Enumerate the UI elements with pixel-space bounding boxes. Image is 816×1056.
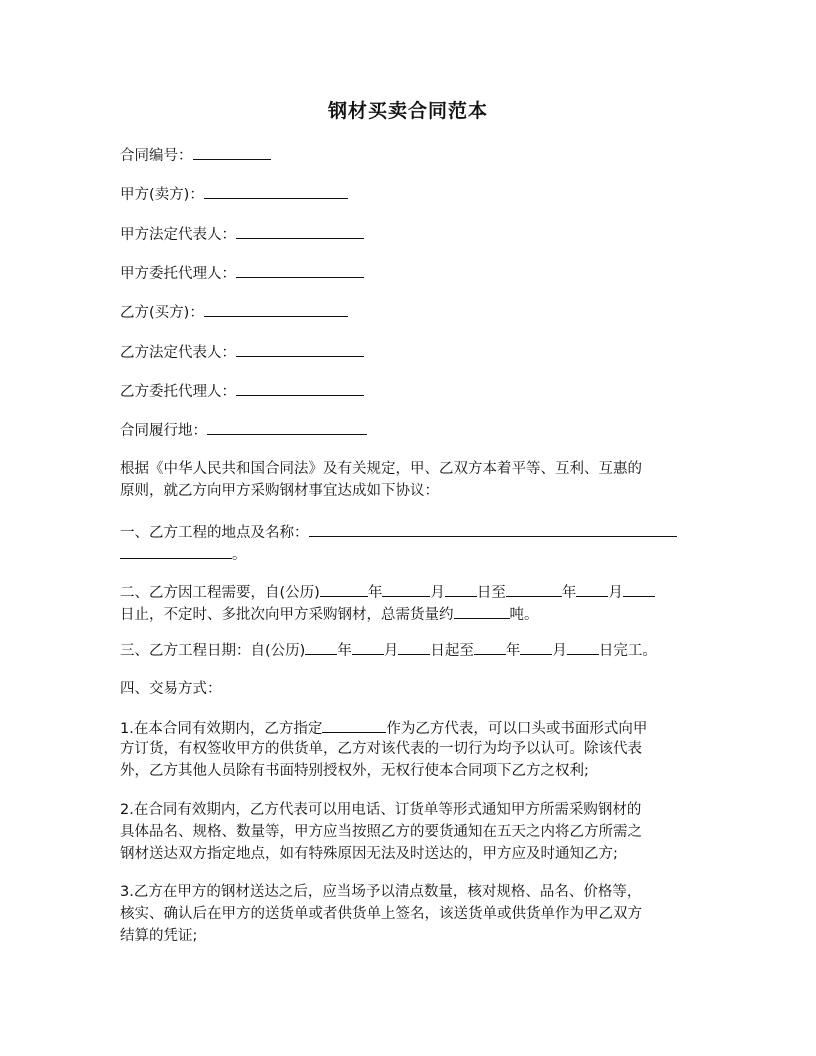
text-line: 核实、确认后在甲方的送货单或者供货单上签名，该送货单或供货单作为甲乙双方 bbox=[120, 906, 642, 922]
fill-blank bbox=[204, 300, 348, 317]
field-label: 甲方委托代理人： bbox=[120, 266, 236, 282]
field-label: 合同编号： bbox=[120, 148, 193, 164]
field-label: 甲方(卖方)： bbox=[120, 187, 204, 203]
fill-blank bbox=[445, 580, 477, 597]
day-from-label: 日起至 bbox=[430, 643, 474, 659]
fill-blank bbox=[236, 379, 364, 396]
section-3 bbox=[120, 638, 700, 660]
text-line bbox=[120, 520, 700, 542]
text-line bbox=[120, 716, 700, 738]
text-line bbox=[120, 638, 700, 660]
text-line: 2.在合同有效期内，乙方代表可以用电话、订货单等形式通知甲方所需采购钢材的 bbox=[120, 802, 642, 818]
text-fragment: 吨。 bbox=[509, 607, 539, 623]
fill-blank bbox=[193, 143, 271, 160]
text-line bbox=[120, 580, 700, 602]
text-fragment: 1.在本合同有效期内，乙方指定 bbox=[120, 721, 323, 737]
field-party-a-agent bbox=[120, 261, 364, 283]
field-party-a bbox=[120, 182, 348, 204]
section-4-item-1 bbox=[120, 716, 700, 782]
field-party-b-agent bbox=[120, 379, 364, 401]
field-party-b-legal-rep bbox=[120, 340, 364, 362]
text-line: 3.乙方在甲方的钢材送达之后，应当场予以清点数量，核对规格、品名、价格等， bbox=[120, 884, 642, 900]
field-label: 乙方委托代理人： bbox=[120, 384, 236, 400]
fill-blank bbox=[236, 261, 364, 278]
document-title: 钢材买卖合同范本 bbox=[327, 100, 488, 122]
year-label: 年 bbox=[561, 585, 577, 601]
field-party-b bbox=[120, 300, 348, 322]
fill-blank bbox=[320, 580, 368, 597]
text-fragment: 日止，不定时、多批次向甲方采购钢材，总需货量约 bbox=[120, 607, 454, 623]
field-label: 甲方法定代表人： bbox=[120, 227, 236, 243]
text-line bbox=[120, 602, 700, 624]
field-label: 合同履行地： bbox=[120, 423, 207, 439]
section-2 bbox=[120, 580, 700, 624]
fill-blank bbox=[454, 602, 510, 619]
section-4-item-2 bbox=[120, 799, 700, 865]
text-line: 根据《中华人民共和国合同法》及有关规定，甲、乙双方本着平等、互利、互惠的 bbox=[120, 461, 642, 477]
fill-blank bbox=[236, 340, 364, 357]
fill-blank bbox=[623, 580, 655, 597]
fill-blank bbox=[352, 638, 384, 655]
day-done-label: 日完工。 bbox=[598, 643, 657, 659]
fill-blank bbox=[576, 580, 608, 597]
year-label: 年 bbox=[337, 643, 352, 659]
fill-blank bbox=[236, 222, 364, 239]
section-label: 一、乙方工程的地点及名称： bbox=[120, 525, 309, 541]
month-label: 月 bbox=[383, 643, 399, 659]
fill-blank bbox=[382, 580, 430, 597]
fill-blank bbox=[567, 638, 599, 655]
section-end: 。 bbox=[232, 547, 247, 563]
text-line: 外，乙方其他人员除有书面特别授权外，无权行使本合同项下乙方之权利; bbox=[120, 763, 589, 779]
field-label: 乙方法定代表人： bbox=[120, 345, 236, 361]
fill-blank bbox=[520, 638, 552, 655]
text-fragment: 作为乙方代表，可以口头或书面形式向甲 bbox=[386, 721, 648, 737]
section-label: 二、乙方因工程需要，自(公历) bbox=[120, 585, 320, 601]
fill-blank bbox=[305, 638, 337, 655]
text-line: 结算的凭证; bbox=[120, 928, 198, 944]
text-line bbox=[120, 542, 700, 564]
field-contract-number bbox=[120, 143, 271, 165]
preamble-paragraph bbox=[120, 458, 700, 502]
fill-blank bbox=[309, 520, 677, 537]
text-line: 钢材送达双方指定地点，如有特殊原因无法及时送达的，甲方应及时通知乙方; bbox=[120, 846, 618, 862]
year-label: 年 bbox=[367, 585, 383, 601]
text-line: 四、交易方式： bbox=[120, 681, 222, 697]
fill-blank bbox=[207, 418, 367, 435]
field-label: 乙方(买方)： bbox=[120, 305, 204, 321]
fill-blank bbox=[204, 182, 348, 199]
month-label: 月 bbox=[608, 585, 623, 601]
fill-blank bbox=[322, 716, 386, 733]
section-label: 三、乙方工程日期：自(公历) bbox=[120, 643, 306, 659]
section-1 bbox=[120, 520, 700, 564]
fill-blank bbox=[506, 580, 562, 597]
field-performance-place bbox=[120, 418, 367, 440]
month-label: 月 bbox=[552, 643, 567, 659]
year-label: 年 bbox=[505, 643, 521, 659]
fill-blank bbox=[398, 638, 430, 655]
field-party-a-legal-rep bbox=[120, 222, 364, 244]
month-label: 月 bbox=[430, 585, 445, 601]
section-4-item-3 bbox=[120, 881, 700, 947]
day-to-label: 日至 bbox=[476, 585, 506, 601]
text-line: 原则，就乙方向甲方采购钢材事宜达成如下协议： bbox=[120, 483, 439, 499]
text-line: 具体品名、规格、数量等，甲方应当按照乙方的要货通知在五天之内将乙方所需之 bbox=[120, 824, 642, 840]
fill-blank bbox=[474, 638, 506, 655]
section-4-heading bbox=[120, 678, 700, 700]
fill-blank bbox=[120, 542, 232, 559]
text-line: 方订货，有权签收甲方的供货单，乙方对该代表的一切行为均予以认可。除该代表 bbox=[120, 741, 642, 757]
